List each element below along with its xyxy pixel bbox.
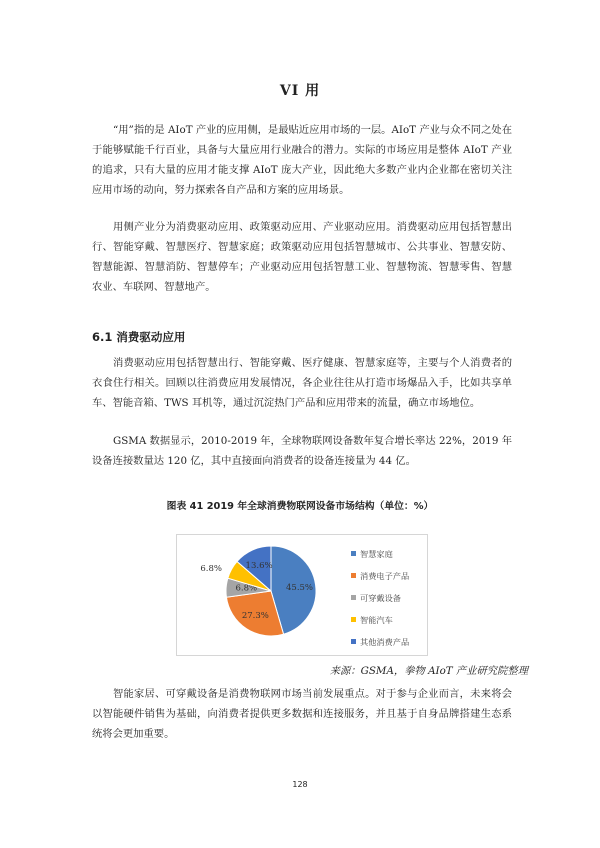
paragraph-consumer-apps: 消费驱动应用包括智慧出行、智能穿戴、医疗健康、智慧家庭等，主要与个人消费者的衣食住行相关。回顾以往消费应用发展情况，各企业往往从打造市场爆品入手，比如共享单车、智能音箱、TWS 耳机等，通过沉淀热门产品和应用带来的流量，确立市场地位。 [92,357,512,409]
legend-label: 消费电子产品 [360,571,410,581]
legend-label: 智能汽车 [360,615,393,625]
legend-swatch [351,617,356,622]
legend-item-2 [351,571,423,593]
legend-swatch [351,639,356,644]
legend-swatch [351,595,356,600]
chapter-title: VI 用 [279,83,321,99]
legend-swatch [351,573,356,578]
paragraph-gsma-data: GSMA 数据显示，2010-2019 年，全球物联网设备数年复合增长率达 22%，2019 年设备连接数量达 120 亿，其中直接面向消费者的设备连接量为 44 亿。 [92,435,512,467]
page-number: 128 [292,780,308,789]
chart-legend [351,549,423,659]
legend-label: 可穿戴设备 [360,593,401,603]
pie-chart [176,534,428,656]
figure-source: 来源：GSMA，拳物 AIoT 产业研究院整理 [329,665,528,677]
figure-caption: 图表 41 2019 年全球消费物联网设备市场结构（单位：%） [166,501,434,512]
legend-label: 智慧家庭 [360,549,393,559]
section-heading: 6.1 消费驱动应用 [92,330,186,344]
paragraph-outlook: 智能家居、可穿戴设备是消费物联网市场当前发展重点。对于参与企业而言，未来将会以智能硬件销售为基础，向消费者提供更多数据和连接服务，并且基于自身品牌搭建生态系统将会更加重要。 [92,688,512,740]
pie-data-label-3: 6.8% [235,583,258,594]
legend-item-5 [351,637,423,659]
legend-item-4 [351,615,423,637]
paragraph-categories: 用侧产业分为消费驱动应用、政策驱动应用、产业驱动应用。消费驱动应用包括智慧出行、智能穿戴、智慧医疗、智慧家庭；政策驱动应用包括智慧城市、公共事业、智慧安防、智慧能源、智慧消防、智慧停车；产业驱动应用包括智慧工业、智慧物流、智慧零售、智慧农业、车联网、智慧地产。 [92,221,512,293]
legend-label: 其他消费产品 [360,637,410,647]
pie-data-label-2: 27.3% [241,611,269,622]
pie-data-label-1: 45.5% [286,582,314,593]
pie-data-label-5: 13.6% [245,560,273,571]
pie-data-label-4: 6.8% [200,563,222,574]
legend-item-3 [351,593,423,615]
paragraph-intro: “用”指的是 AIoT 产业的应用侧，是最贴近应用市场的一层。AIoT 产业与众不同之处在于能够赋能千行百业，具备与大量应用行业融合的潜力。实际的市场应用是整体 AIoT 产业的追求，只有大量的应用才能支撑 AIoT 庞大产业，因此绝大多数产业内企业都在密切关注应用市场的动向，努力探索各自产品和方案的应用场景。 [92,124,512,196]
legend-item-1 [351,549,423,571]
legend-swatch [351,551,356,556]
